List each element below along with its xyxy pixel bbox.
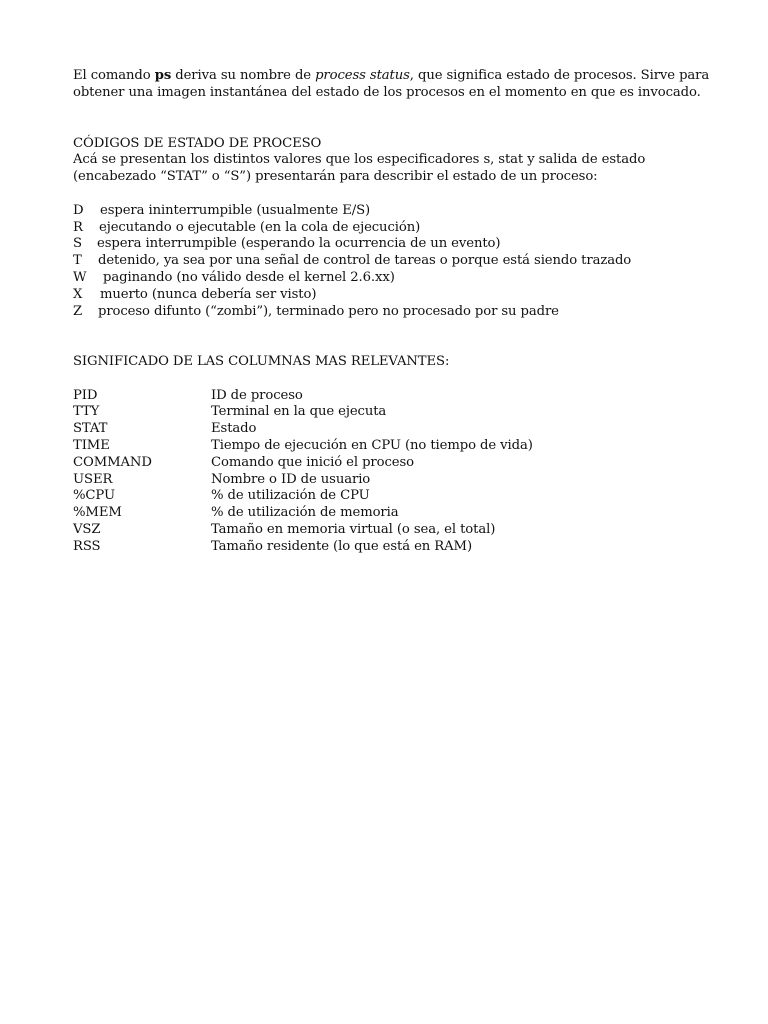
state-code-text: paginando (no válido desde el kernel 2.6.xx) [103, 269, 395, 285]
states-section-title: CÓDIGOS DE ESTADO DE PROCESO [73, 135, 322, 151]
column-name: RSS [73, 538, 101, 554]
state-code-text: proceso difunto (“zombi”), terminado pero no procesado por su padre [98, 303, 559, 319]
states-description: Acá se presentan los distintos valores que los especificadores s, stat y salida de estado (encabezado “STAT” o “S”) presentarán para describir el estado de un proceso: [73, 152, 646, 185]
column-row [73, 388, 713, 405]
column-row [73, 539, 713, 556]
column-description: Tamaño residente (lo que está en RAM) [211, 538, 472, 554]
column-row [73, 505, 713, 522]
column-name: PID [73, 387, 98, 403]
state-code-text: espera interrumpible (esperando la ocurrencia de un evento) [97, 236, 501, 252]
state-code-text: ejecutando o ejecutable (en la cola de ejecución) [99, 219, 421, 235]
state-code-text: detenido, ya sea por una señal de control de tareas o porque está siendo trazado [98, 253, 632, 269]
column-row [73, 421, 713, 438]
column-row [73, 488, 713, 505]
columns-section-title: SIGNIFICADO DE LAS COLUMNAS MAS RELEVANTES: [73, 353, 450, 369]
column-row [73, 522, 713, 539]
column-description: Estado [211, 421, 257, 437]
column-description: Tamaño en memoria virtual (o sea, el total) [211, 521, 496, 537]
state-code-letter: X [73, 286, 83, 302]
column-description: % de utilización de memoria [211, 505, 399, 521]
command-name: ps [154, 68, 172, 83]
state-code-row [73, 287, 713, 304]
state-code-letter: D [73, 202, 84, 218]
state-code-letter: R [73, 219, 83, 235]
column-description: Tiempo de ejecución en CPU (no tiempo de vida) [211, 437, 533, 453]
intro-paragraph [73, 68, 713, 102]
state-code-row [73, 203, 713, 220]
process-status-term: process status [315, 68, 410, 83]
column-row [73, 472, 713, 489]
column-name: TTY [73, 404, 100, 420]
state-code-row [73, 304, 713, 321]
state-code-letter: Z [73, 303, 83, 319]
column-name: COMMAND [73, 454, 152, 470]
column-description: Nombre o ID de usuario [211, 471, 371, 487]
column-name: %CPU [73, 488, 115, 504]
state-code-row [73, 236, 713, 253]
state-code-row [73, 253, 713, 270]
state-code-row [73, 270, 713, 287]
column-name: VSZ [73, 521, 101, 537]
column-description: Terminal en la que ejecuta [211, 404, 387, 420]
intro-text-mid: deriva su nombre de [171, 68, 316, 83]
column-name: USER [73, 471, 113, 487]
columns-table [73, 388, 713, 556]
column-name: STAT [73, 421, 108, 437]
intro-text-start: El comando [73, 68, 155, 83]
state-code-letter: W [73, 269, 87, 285]
state-code-letter: S [73, 236, 82, 252]
intro-text-end: , que significa estado de procesos. Sirve para obtener una imagen instantánea del estado de los procesos en el momento en que es invocado. [73, 68, 710, 100]
state-codes-list [73, 203, 713, 321]
column-name: %MEM [73, 505, 122, 521]
column-row [73, 438, 713, 455]
state-code-row [73, 220, 713, 237]
column-name: TIME [73, 437, 110, 453]
column-row [73, 404, 713, 421]
state-code-letter: T [73, 253, 82, 269]
column-row [73, 455, 713, 472]
column-description: Comando que inició el proceso [211, 454, 414, 470]
state-code-text: espera ininterrumpible (usualmente E/S) [100, 202, 371, 218]
document-page [73, 68, 713, 556]
state-code-text: muerto (nunca debería ser visto) [100, 286, 317, 302]
column-description: % de utilización de CPU [211, 488, 370, 504]
column-description: ID de proceso [211, 387, 303, 403]
